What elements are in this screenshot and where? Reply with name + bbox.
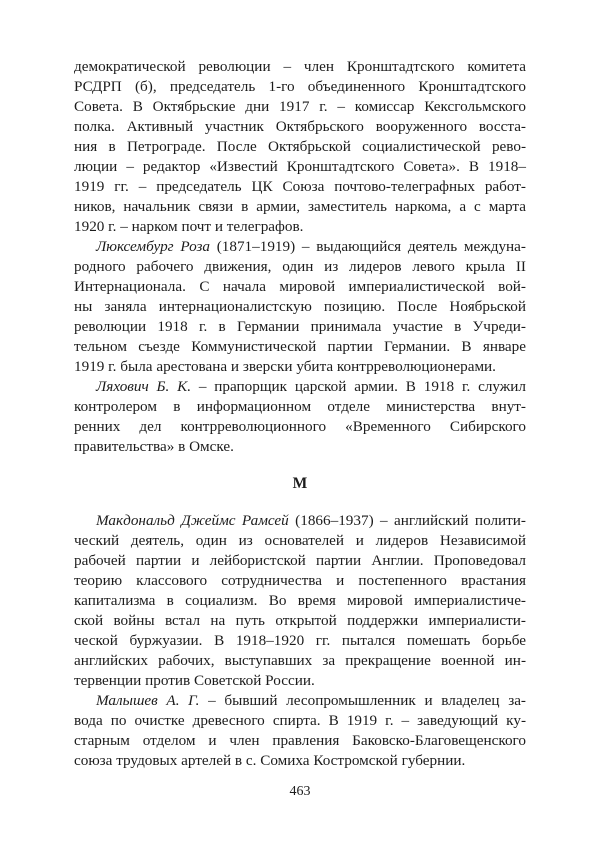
text-line: Интернационала. С начала мировой империалистической вой-	[74, 278, 526, 295]
text-line: союза трудовых артелей в с. Сомиха Костромской губернии.	[74, 752, 466, 769]
entry-first-line	[74, 377, 526, 397]
entry-text: (1871–1919) – выдающийся деятель междуна-	[209, 238, 526, 255]
section-heading: М	[292, 475, 308, 492]
text-line: контролером в информационном отделе министерства внут-	[74, 398, 526, 415]
text-line: капитализма в социализм. Во время мировой империалистиче-	[74, 592, 526, 609]
text-line: ческой буржуазии. В 1918–1920 гг. пытался помешать борьбе	[74, 632, 526, 649]
text-line: тервенции против Советской России.	[74, 672, 315, 689]
text-line: старным отделом и член правления Баковско-Благовещенского	[74, 732, 526, 749]
entry-continuation	[74, 57, 526, 237]
entry-first-line	[74, 691, 526, 711]
entry-name: Люксембург Роза	[96, 238, 210, 255]
text-line: ников, начальник связи в армии, заместитель наркома, а с марта	[74, 198, 526, 215]
entry-first-line	[74, 511, 526, 531]
entry-name: Малышев А. Г.	[96, 692, 200, 709]
entry-name: Макдональд Джеймс Рамсей	[96, 512, 289, 529]
entry-macdonald	[74, 511, 526, 691]
text-line: рабочей партии и лейбористской партии Англии. Проповедовал	[74, 552, 526, 569]
text-line: ния в Петрограде. После Октябрьской социалистической рево-	[74, 138, 526, 155]
text-line: тельном съезде Коммунистической партии Германии. В январе	[74, 338, 526, 355]
text-line: ческий деятель, один из основателей и лидеров Независимой	[74, 532, 526, 549]
entry-name: Ляхович Б. К.	[96, 378, 192, 395]
text-line: демократической революции – член Кронштадтского комитета	[74, 58, 526, 75]
text-line: ны заняла интернационалистскую позицию. После Ноябрьской	[74, 298, 526, 315]
entry-malyshev	[74, 691, 526, 771]
text-line: вода по очистке древесного спирта. В 1919 г. – заведующий ку-	[74, 712, 526, 729]
entry-text: (1866–1937) – английский полити-	[288, 512, 526, 529]
text-line: ренних дел контрреволюционного «Временного Сибирского	[74, 418, 526, 435]
entry-text: – прапорщик царской армии. В 1918 г. служил	[191, 378, 526, 395]
text-line: 1919 гг. – председатель ЦК Союза почтово-телеграфных работ-	[74, 178, 526, 195]
text-line: ской войны встал на путь открытой поддержки империалисти-	[74, 612, 526, 629]
text-line: Совета. В Октябрьские дни 1917 г. – комиссар Кексгольмского	[74, 98, 526, 115]
text-line: революции 1918 г. в Германии принимала участие в Учреди-	[74, 318, 526, 335]
entry-text: – бывший лесопромышленник и владелец за-	[199, 692, 526, 709]
text-line: правительства» в Омске.	[74, 438, 234, 455]
text-line: 1919 г. была арестована и зверски убита контрреволюционерами.	[74, 358, 496, 375]
text-line: РСДРП (б), председатель 1-го объединенного Кронштадтского	[74, 78, 526, 95]
text-line: теорию классового сотрудничества и постепенного врастания	[74, 572, 526, 589]
entry-luxemburg	[74, 237, 526, 377]
text-line: люции – редактор «Известий Кронштадтского Совета». В 1918–	[74, 158, 526, 175]
page-body	[74, 57, 526, 771]
entry-lyakhovich	[74, 377, 526, 457]
text-line: английских рабочих, выступавших за прекращение военной ин-	[74, 652, 526, 669]
text-line: 1920 г. – нарком почт и телеграфов.	[74, 218, 304, 235]
text-line: родного рабочего движения, один из лидеров левого крыла II	[74, 258, 526, 275]
page-number: 463	[289, 784, 311, 799]
text-line: полка. Активный участник Октябрьского вооруженного восста-	[74, 118, 526, 135]
entry-first-line	[74, 237, 526, 257]
